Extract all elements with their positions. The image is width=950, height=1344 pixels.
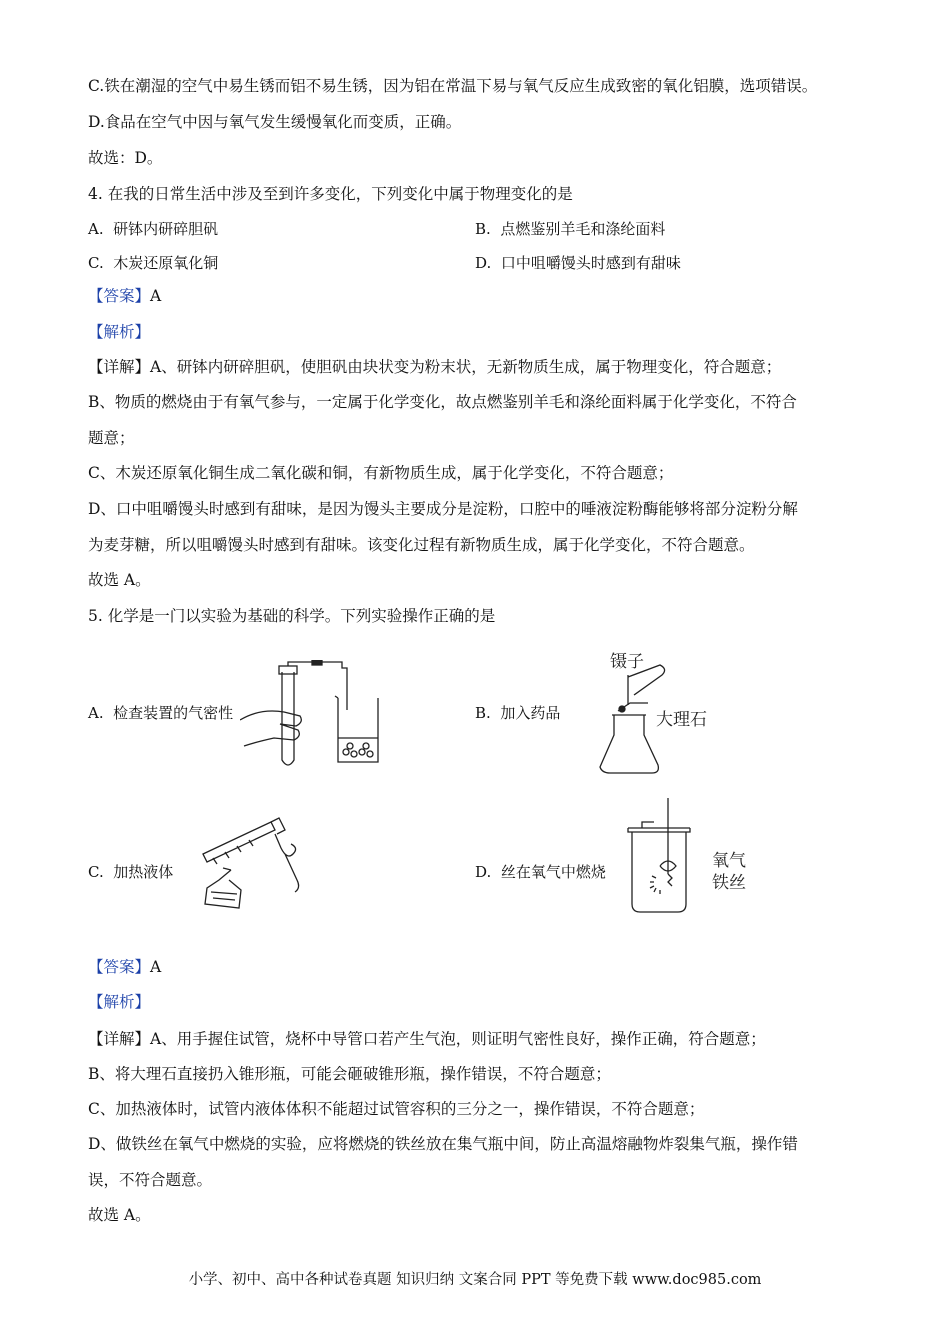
option-d: D. 丝在氧气中燃烧 bbox=[475, 863, 606, 881]
detail-line: D、做铁丝在氧气中燃烧的实验，应将燃烧的铁丝放在集气瓶中间，防止高温熔融物炸裂集气瓶，操作错 bbox=[88, 1135, 798, 1153]
option-d: D. 口中咀嚼馒头时感到有甜味 bbox=[475, 254, 681, 272]
question-stem: 4. 在我的日常生活中涉及至到许多变化，下列变化中属于物理变化的是 bbox=[88, 185, 573, 203]
detail-line: C、加热液体时，试管内液体体积不能超过试管容积的三分之一，操作错误，不符合题意； bbox=[88, 1100, 705, 1118]
label-oxygen: 氧气 bbox=[712, 851, 746, 871]
answer-tag: 【答案】 bbox=[88, 958, 151, 976]
detail-line: 为麦芽糖，所以咀嚼馒头时感到有甜味。该变化过程有新物质生成，属于化学变化，不符合题意。 bbox=[88, 536, 755, 554]
option-a: A. 研钵内研碎胆矾 bbox=[88, 220, 219, 238]
option-b: B. 点燃鉴别羊毛和涤纶面料 bbox=[475, 220, 666, 238]
text-line: D.食品在空气中因与氧气发生缓慢氧化而变质，正确。 bbox=[88, 113, 462, 131]
answer-line bbox=[88, 957, 161, 977]
option-c: C. 木炭还原氧化铜 bbox=[88, 254, 219, 272]
detail-line: C、木炭还原氧化铜生成二氧化碳和铜，有新物质生成，属于化学变化，不符合题意； bbox=[88, 464, 674, 482]
footer-text: 小学、初中、高中各种试卷真题 知识归纳 文案合同 PPT 等免费下载 www.doc985.com bbox=[188, 1272, 762, 1288]
choose-line: 故选 A。 bbox=[88, 1206, 151, 1224]
option-c: C. 加热液体 bbox=[88, 863, 174, 881]
analysis-tag: 【解析】 bbox=[88, 323, 151, 341]
figure-heating-liquid bbox=[195, 808, 325, 913]
option-a: A. 检查装置的气密性 bbox=[88, 704, 234, 722]
answer-value: A bbox=[150, 287, 162, 305]
answer-line bbox=[88, 286, 161, 306]
detail-line: 题意； bbox=[88, 429, 135, 447]
label-marble: 大理石 bbox=[656, 710, 707, 730]
detail-line: D、口中咀嚼馒头时感到有甜味，是因为馒头主要成分是淀粉，口腔中的唾液淀粉酶能够将部分淀粉分解 bbox=[88, 500, 798, 518]
choose-line: 故选 A。 bbox=[88, 571, 151, 589]
answer-value: A bbox=[150, 958, 162, 976]
detail-line: 误，不符合题意。 bbox=[88, 1171, 213, 1189]
detail-line: B、将大理石直接扔入锥形瓶，可能会砸破锥形瓶，操作错误，不符合题意； bbox=[88, 1065, 611, 1083]
text-line: C.铁在潮湿的空气中易生锈而铝不易生锈，因为铝在常温下易与氧气反应生成致密的氧化铝膜，选项错误。 bbox=[88, 77, 818, 95]
label-iron-wire: 铁丝 bbox=[712, 873, 746, 893]
figure-airtightness-check bbox=[240, 660, 390, 775]
analysis-tag: 【解析】 bbox=[88, 993, 151, 1011]
answer-tag: 【答案】 bbox=[88, 287, 151, 305]
question-stem: 5. 化学是一门以实验为基础的科学。下列实验操作正确的是 bbox=[88, 607, 496, 625]
detail-line: 【详解】A、用手握住试管，烧杯中导管口若产生气泡，则证明气密性良好，操作正确，符合题意； bbox=[88, 1030, 766, 1048]
detail-line: 【详解】A、研钵内研碎胆矾，使胆矾由块状变为粉末状，无新物质生成，属于物理变化，符合题意； bbox=[88, 358, 782, 376]
detail-line: B、物质的燃烧由于有氧气参与，一定属于化学变化，故点燃鉴别羊毛和涤纶面料属于化学变化，不符合 bbox=[88, 393, 797, 411]
label-tweezers: 镊子 bbox=[610, 652, 644, 672]
figure-add-marble bbox=[590, 645, 730, 775]
figure-iron-burning bbox=[620, 798, 765, 916]
text-line: 故选：D。 bbox=[88, 149, 163, 167]
option-b: B. 加入药品 bbox=[475, 704, 561, 722]
